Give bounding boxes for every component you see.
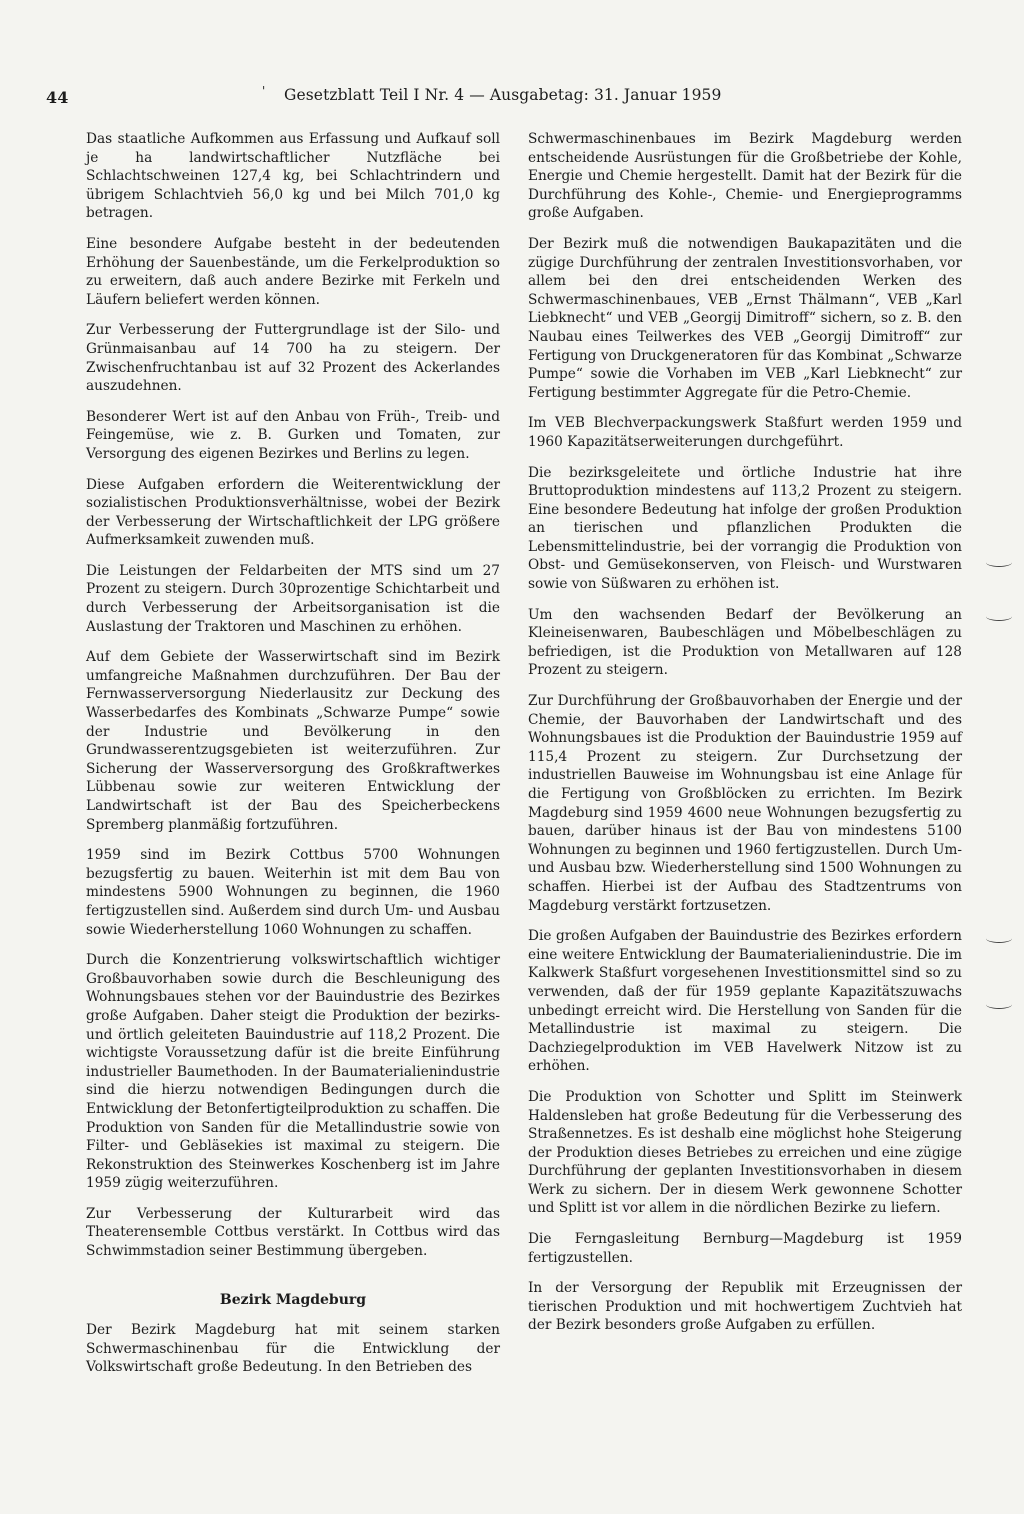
paragraph: Diese Aufgaben erfordern die Weiterentwicklung der sozialistischen Produktionsverhältnisse, wobei der Bezirk der Verbesserung der Wirtschaftlichkeit der LPG größere Aufmerksamkeit zuwenden muß. (86, 476, 500, 549)
section-heading: Bezirk Magdeburg (219, 1291, 367, 1308)
paragraph: Im VEB Blechverpackungswerk Staßfurt werden 1959 und 1960 Kapazitätserweiterungen durchgeführt. (528, 415, 962, 450)
margin-mark (986, 934, 1012, 943)
page-number: 44 (46, 88, 69, 107)
paragraph: Die Produktion von Schotter und Splitt im Steinwerk Haldensleben hat große Bedeutung für die Verbesserung des Straßennetzes. Es ist deshalb eine möglichst hohe Steigerung der Produktion dieses Betriebes zu erreichen und eine zügige Durchführung der geplanten Investitionsvorhaben in diesem Werk zu sichern. Der in diesem Werk gewonnene Schotter und Splitt ist vor allem in die nördlichen Bezirke zu liefern. (528, 1088, 962, 1217)
paragraph: Die Ferngasleitung Bernburg—Magdeburg ist 1959 fertigzustellen. (528, 1231, 962, 1266)
paragraph: Die bezirksgeleitete und örtliche Industrie hat ihre Bruttoproduktion mindestens auf 113,2 Prozent zu steigern. Eine besondere Bedeutung hat infolge der großen Produktion an tierischen und pflanzlichen Produkten die Lebensmittelindustrie, bei der vorrangig die Produktion von Obst- und Gemüsekonserven, von Fleisch- und Wurstwaren sowie von Süßwaren zu erhöhen ist. (528, 464, 962, 593)
paragraph: Der Bezirk muß die notwendigen Baukapazitäten und die zügige Durchführung der zentralen Investitionsvorhaben, vor allem bei den drei entscheidenden Werken des Schwermaschinenbaues, VEB „Ernst Thälmann“, VEB „Karl Liebknecht“ und VEB „Georgij Dimitroff“ sichern, so z. B. den Naubau eines Teilwerkes des VEB „Georgij Dimitroff“ zur Fertigung von Druckgeneratoren für das Kombinat „Schwarze Pumpe“ sowie die Vorhaben im VEB „Karl Liebknecht“ zur Fertigung bestimmter Aggregate für die Petro-Chemie. (528, 235, 962, 401)
paragraph: Zur Verbesserung der Kulturarbeit wird das Theaterensemble Cottbus verstärkt. In Cottbus wird das Schwimmstadion seiner Bestimmung übergeben. (86, 1205, 500, 1260)
paragraph: Zur Durchführung der Großbauvorhaben der Energie und der Chemie, der Bauvorhaben der Landwirtschaft und des Wohnungsbaues ist die Produktion der Bauindustrie 1959 auf 115,4 Prozent zu steigern. Zur Durchsetzung der industriellen Bauweise im Wohnungsbau ist eine Anlage für die Fertigung von Großblöcken zu errichten. Im Bezirk Magdeburg sind 1959 4600 neue Wohnungen bezugsfertig zu bauen, darüber hinaus ist der Bau von mindestens 5100 Wohnungen zu beginnen und 1960 fertigzustellen. Durch Um- und Ausbau bzw. Wiederherstellung sind 1500 Wohnungen zu schaffen. Hierbei ist der Aufbau des Stadtzentrums von Magdeburg verstärkt fortzusetzen. (528, 693, 962, 914)
header-title: Gesetzblatt Teil I Nr. 4 — Ausgabetag: 31. Januar 1959 (284, 86, 722, 104)
paragraph: Die großen Aufgaben der Bauindustrie des Bezirkes erfordern eine weitere Entwicklung der Baumaterialienindustrie. Die im Kalkwerk Staßfurt vorgesehenen Investitionsmittel sind so zu verwenden, daß der für 1959 geplante Kapazitätszuwachs unbedingt erreicht wird. Die Herstellung von Sanden für die Metallindustrie ist maximal zu steigern. Die Dachziegelproduktion im VEB Havelwerk Nitzow ist zu erhöhen. (528, 928, 962, 1075)
paragraph: In der Versorgung der Republik mit Erzeugnissen der tierischen Produktion und mit hochwertigem Zuchtvieh hat der Bezirk besonders große Aufgaben zu erfüllen. (528, 1280, 962, 1334)
paragraph: Durch die Konzentrierung volkswirtschaftlich wichtiger Großbauvorhaben sowie durch die Beschleunigung des Wohnungsbaues stehen vor der Bauindustrie des Bezirkes große Aufgaben. Daher steigt die Produktion der bezirks- und örtlich geleiteten Bauindustrie auf 118,2 Prozent. Die wichtigste Voraussetzung dafür ist die breite Einführung industrieller Baumethoden. In der Baumaterialienindustrie sind die hierzu notwendigen Bedingungen durch die Entwicklung der Betonfertigteilproduktion zu schaffen. Die Produktion von Sanden für die Metallindustrie sowie von Filter- und Gebläsekies ist maximal zu steigern. Die Rekonstruktion des Steinwerkes Koschenberg ist im Jahre 1959 zügig weiterzuführen. (86, 952, 500, 1192)
margin-mark (986, 558, 1012, 567)
right-column (528, 130, 962, 1347)
page-header (46, 86, 966, 114)
paragraph: Um den wachsenden Bedarf der Bevölkerung an Kleineisenwaren, Baubeschlägen und Möbelbeschlägen zu befriedigen, ist die Produktion von Metallwaren auf 128 Prozent zu steigern. (528, 606, 962, 679)
paragraph: Auf dem Gebiete der Wasserwirtschaft sind im Bezirk umfangreiche Maßnahmen durchzuführen. Der Bau der Fernwasserversorgung Niederlausitz zur Deckung des Wasserbedarfes des Kombinats „Schwarze Pumpe“ sowie der Industrie und Bevölkerung in den Grundwasserentzugsgebieten ist weiterzuführen. Zur Sicherung der Wasserversorgung des Großkraftwerkes Lübbenau sowie zur weiteren Entwicklung der Landwirtschaft ist der Bau des Speicherbeckens Spremberg planmäßig fortzuführen. (86, 649, 500, 833)
paragraph: Die Leistungen der Feldarbeiten der MTS sind um 27 Prozent zu steigern. Durch 30prozentige Schichtarbeit und durch Verbesserung der Arbeitsorganisation ist die Auslastung der Traktoren und Maschinen zu erhöhen. (86, 562, 500, 635)
paragraph: Zur Verbesserung der Futtergrundlage ist der Silo- und Grünmaisanbau auf 14 700 ha zu steigern. Der Zwischenfruchtanbau ist auf 32 Prozent des Ackerlandes auszudehnen. (86, 322, 500, 395)
paragraph: Das staatliche Aufkommen aus Erfassung und Aufkauf soll je ha landwirtschaftlicher Nutzfläche bei Schlachtschweinen 127,4 kg, bei Schlachtrindern und übrigem Schlachtvieh 56,0 kg und bei Milch 701,0 kg betragen. (86, 131, 500, 222)
paragraph: Besonderer Wert ist auf den Anbau von Früh-, Treib- und Feingemüse, wie z. B. Gurken und Tomaten, zur Versorgung des eigenen Bezirkes und Berlins zu legen. (86, 408, 500, 462)
paragraph: Eine besondere Aufgabe besteht in der bedeutenden Erhöhung der Sauenbestände, um die Ferkelproduktion so zu erweitern, daß auch andere Bezirke mit Ferkeln und Läufern beliefert werden können. (86, 235, 500, 308)
left-column (86, 130, 500, 1389)
header-mark: ' (262, 84, 266, 98)
paragraph: 1959 sind im Bezirk Cottbus 5700 Wohnungen bezugsfertig zu bauen. Weiterhin ist mit dem Bau von mindestens 5900 Wohnungen zu beginnen, die 1960 fertigzustellen sind. Außerdem sind durch Um- und Ausbau sowie Wiederherstellung 1060 Wohnungen zu schaffen. (86, 847, 500, 938)
paragraph: Der Bezirk Magdeburg hat mit seinem starken Schwermaschinenbau für die Entwicklung der Volkswirtschaft große Bedeutung. In den Betrieben des (86, 1322, 500, 1376)
margin-mark (986, 612, 1012, 621)
margin-mark (986, 1000, 1012, 1009)
paragraph: Schwermaschinenbaues im Bezirk Magdeburg werden entscheidende Ausrüstungen für die Großbetriebe der Kohle, Energie und Chemie hergestellt. Damit hat der Bezirk für die Durchführung des Kohle-, Chemie- und Energieprogramms große Aufgaben. (528, 131, 962, 222)
